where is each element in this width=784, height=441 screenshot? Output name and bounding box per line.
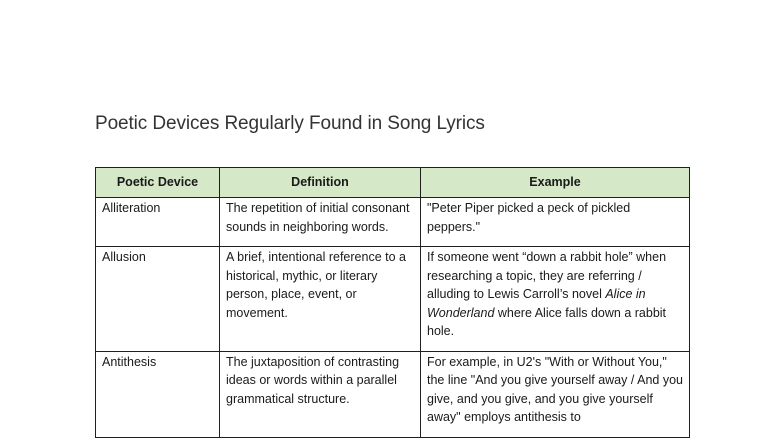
header-example: Example — [421, 168, 690, 198]
novel-title: Alice in Wonderland — [427, 287, 646, 320]
example-cell: For example, in U2's "With or Without You," the line "And you give yourself away / And you give, and you give, and you give yourself away" employs antithesis to — [421, 351, 690, 437]
table-row — [96, 351, 690, 437]
example-cell — [421, 247, 690, 352]
header-definition: Definition — [220, 168, 421, 198]
device-cell: Allusion — [96, 247, 220, 352]
table-row — [96, 198, 690, 247]
device-cell: Antithesis — [96, 351, 220, 437]
table-header-row — [96, 168, 690, 198]
poetic-devices-table — [95, 167, 690, 438]
table-row — [96, 247, 690, 352]
example-cell: "Peter Piper picked a peck of pickled peppers." — [421, 198, 690, 247]
example-text: where Alice falls down a rabbit hole. — [427, 305, 667, 338]
example-text: If someone went “down a rabbit hole” when researching a topic, they are referring / alluding to Lewis Carroll’s novel — [427, 250, 667, 301]
header-poetic-device: Poetic Device — [96, 168, 220, 198]
definition-cell: The juxtaposition of contrasting ideas or words within a parallel grammatical structure. — [220, 351, 421, 437]
definition-cell: A brief, intentional reference to a historical, mythic, or literary person, place, event, or movement. — [220, 247, 421, 352]
device-cell: Alliteration — [96, 198, 220, 247]
definition-cell: The repetition of initial consonant sounds in neighboring words. — [220, 198, 421, 247]
document-title: Poetic Devices Regularly Found in Song Lyrics — [95, 113, 485, 134]
